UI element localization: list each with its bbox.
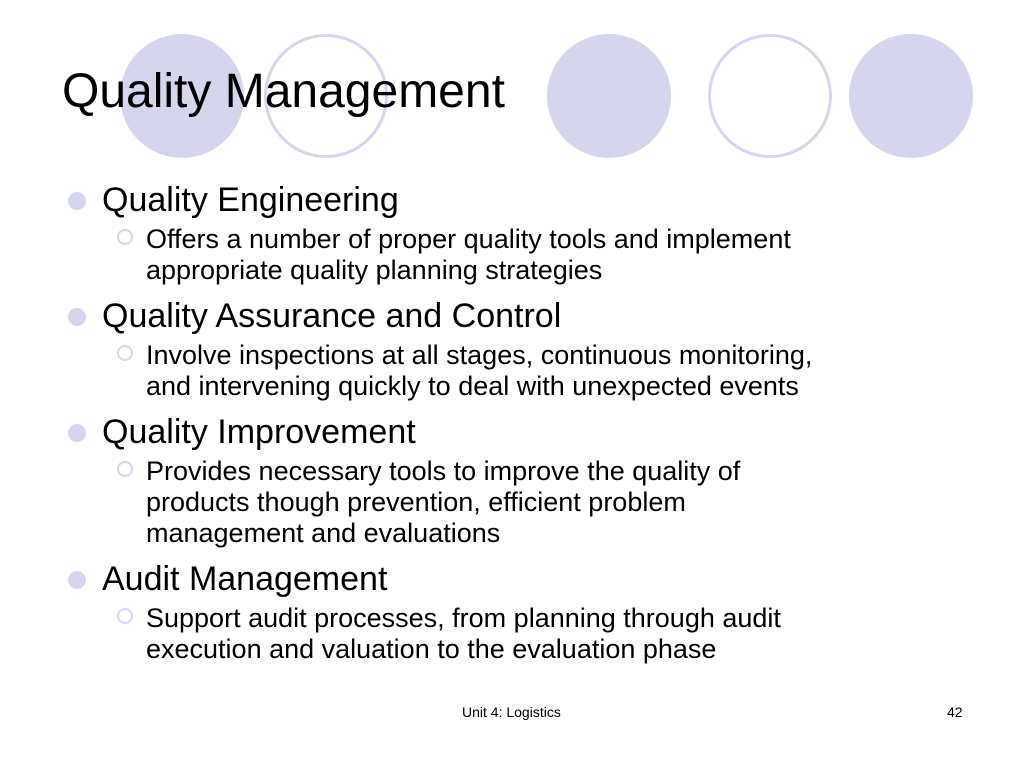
filled-bullet-icon	[68, 424, 86, 442]
hollow-bullet-icon	[117, 345, 133, 361]
sub-bullet	[146, 603, 982, 665]
bullet-heading	[62, 408, 982, 456]
bullet-heading-text: Quality Improvement	[102, 413, 416, 451]
bullet-heading-text: Quality Assurance and Control	[102, 297, 562, 335]
sub-bullet-line: execution and valuation to the evaluation phase	[146, 634, 717, 664]
hollow-bullet-icon	[117, 461, 133, 477]
sub-bullet-line: products though prevention, efficient problem	[146, 487, 686, 517]
bullet-heading	[62, 292, 982, 340]
bullet-heading	[62, 176, 982, 224]
filled-bullet-icon	[68, 571, 86, 589]
outline-circle-decoration	[708, 34, 832, 158]
filled-circle-decoration	[849, 34, 973, 158]
sub-bullet-line: and intervening quickly to deal with unexpected events	[146, 371, 799, 401]
sub-bullet-line: Offers a number of proper quality tools and implement	[146, 224, 791, 254]
hollow-bullet-icon	[117, 229, 133, 245]
sub-bullet	[146, 456, 982, 549]
filled-bullet-icon	[68, 308, 86, 326]
footer-text: Unit 4: Logistics	[462, 704, 561, 720]
hollow-bullet-icon	[117, 608, 133, 624]
slide-title: Quality Management	[62, 65, 505, 118]
sub-bullet	[146, 340, 982, 402]
filled-bullet-icon	[68, 192, 86, 210]
list-item	[62, 408, 982, 549]
bullet-list	[62, 176, 982, 665]
bullet-heading-text: Quality Engineering	[102, 181, 399, 219]
sub-bullet-line: Involve inspections at all stages, continuous monitoring,	[146, 340, 813, 370]
sub-bullet-line: management and evaluations	[146, 518, 501, 548]
sub-bullet-line: Provides necessary tools to improve the quality of	[146, 456, 741, 486]
sub-bullet	[146, 224, 982, 286]
bullet-heading-text: Audit Management	[102, 560, 388, 598]
bullet-heading	[62, 555, 982, 603]
page-number: 42	[947, 704, 963, 720]
sub-bullet-line: appropriate quality planning strategies	[146, 255, 603, 285]
list-item	[62, 555, 982, 665]
sub-bullet-line: Support audit processes, from planning through audit	[146, 603, 781, 633]
list-item	[62, 176, 982, 286]
list-item	[62, 292, 982, 402]
filled-circle-decoration	[547, 34, 671, 158]
